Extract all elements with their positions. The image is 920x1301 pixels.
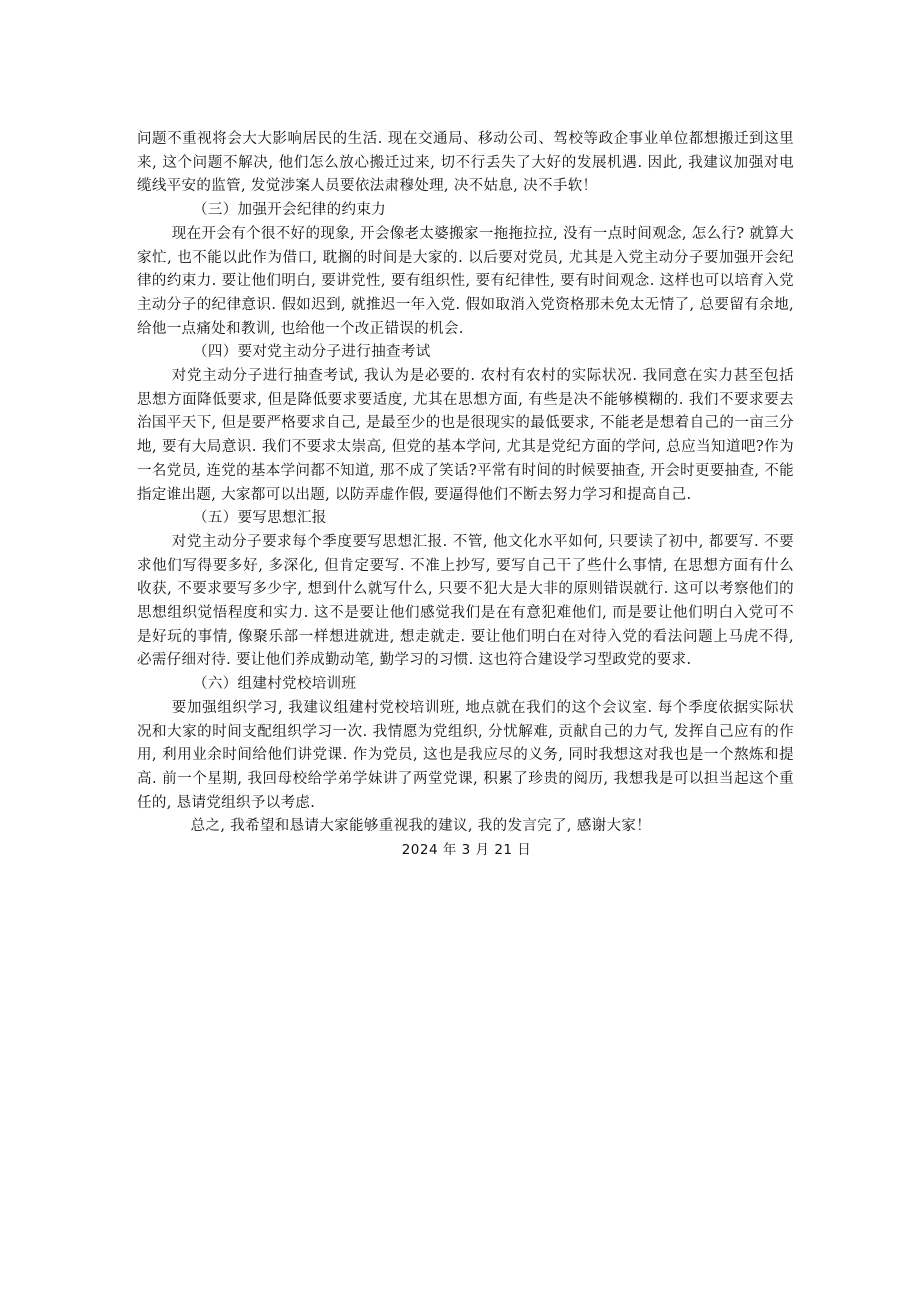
document-page <box>137 128 794 863</box>
section-heading-5: （五）要写思想汇报 <box>193 510 327 527</box>
section-heading-6: （六）组建村党校培训班 <box>193 676 357 693</box>
paragraph-meeting-discipline: 现在开会有个很不好的现象, 开会像老太婆搬家一拖拖拉拉, 没有一点时间观念, 怎么行? 就算大家忙, 也不能以此作为借口, 耽搁的时间是大家的. 以后要对党员, 尤其是入党主动分子要加强开会纪律的约束力. 要让他们明白, 要讲党性, 要有组织性, 要有纪律性, 要有时间观念. 这样也可以培育入党主动分子的纪律意识. 假如迟到, 就推迟一年入党. 假如取消入党资格那未免太无情了, 总要留有余地, 给他一点痛处和教训, 也给他一个改正错误的机会. <box>137 225 794 337</box>
section-heading-3: （三）加强开会纪律的约束力 <box>193 202 387 219</box>
paragraph-party-school: 要加强组织学习, 我建议组建村党校培训班, 地点就在我们的这个会议室. 每个季度依据实际状况和大家的时间支配组织学习一次. 我情愿为党组织, 分忧解难, 贡献自己的力气, 发挥自己应有的作用, 利用业余时间给他们讲党课. 作为党员, 这也是我应尽的义务, 同时我想这对我也是一个熬炼和提高. 前一个星期, 我回母校给学弟学妹讲了两堂党课, 积累了珍贵的阅历, 我想我是可以担当起这个重任的, 恳请党组织予以考虑. <box>137 699 794 811</box>
paragraph-cable-safety: 问题不重视将会大大影响居民的生活. 现在交通局、移动公司、驾校等政企事业单位都想搬迁到这里来, 这个问题不解决, 他们怎么放心搬迁过来, 切不行丢失了大好的发展机遇. 因此, 我建议加强对电缆线平安的监管, 发觉涉案人员要依法肃穆处理, 决不姑息, 决不手软！ <box>137 131 794 195</box>
section-heading-4: （四）要对党主动分子进行抽查考试 <box>193 344 431 361</box>
paragraph-closing: 总之, 我希望和恳请大家能够重视我的建议, 我的发言完了, 感谢大家！ <box>190 818 652 835</box>
paragraph-thought-report: 对党主动分子要求每个季度要写思想汇报. 不管, 他文化水平如何, 只要读了初中, 都要写. 不要求他们写得要多好, 多深化, 但肯定要写. 不准上抄写, 要写自己干了些什么事情, 在思想方面有什么收获, 不要求要写多少字, 想到什么就写什么, 只要不犯大是大非的原则错误就行. 这可以考察他们的思想组织觉悟程度和实力. 这不是要让他们感觉我们是在有意犯难他们, 而是要让他们明白入党可不是好玩的事情, 像聚乐部一样想进就进, 想走就走. 要让他们明白在对待入党的看法问题上马虎不得, 必需仔细对待. 要让他们养成勤动笔, 勤学习的习惯. 这也符合建设学习型政党的要求. <box>137 533 794 669</box>
paragraph-spot-check-exam: 对党主动分子进行抽查考试, 我认为是必要的. 农村有农村的实际状况. 我同意在实力甚至包括思想方面降低要求, 但是降低要求要适度, 尤其在思想方面, 有些是决不能够模糊的. 我们不要求要去治国平天下, 但是要严格要求自己, 是最至少的也是很现实的最低要求, 不能老是想着自己的一亩三分地, 要有大局意识. 我们不要求太崇高, 但党的基本学问, 尤其是党纪方面的学问, 总应当知道吧?作为一名党员, 连党的基本学问都不知道, 那不成了笑话?平常有时间的时候要抽查, 开会时更要抽查, 不能指定谁出题, 大家都可以出题, 以防弄虚作假, 要逼得他们不断去努力学习和提高自己. <box>137 368 794 503</box>
document-date: 2024 年 3 月 21 日 <box>401 842 532 859</box>
